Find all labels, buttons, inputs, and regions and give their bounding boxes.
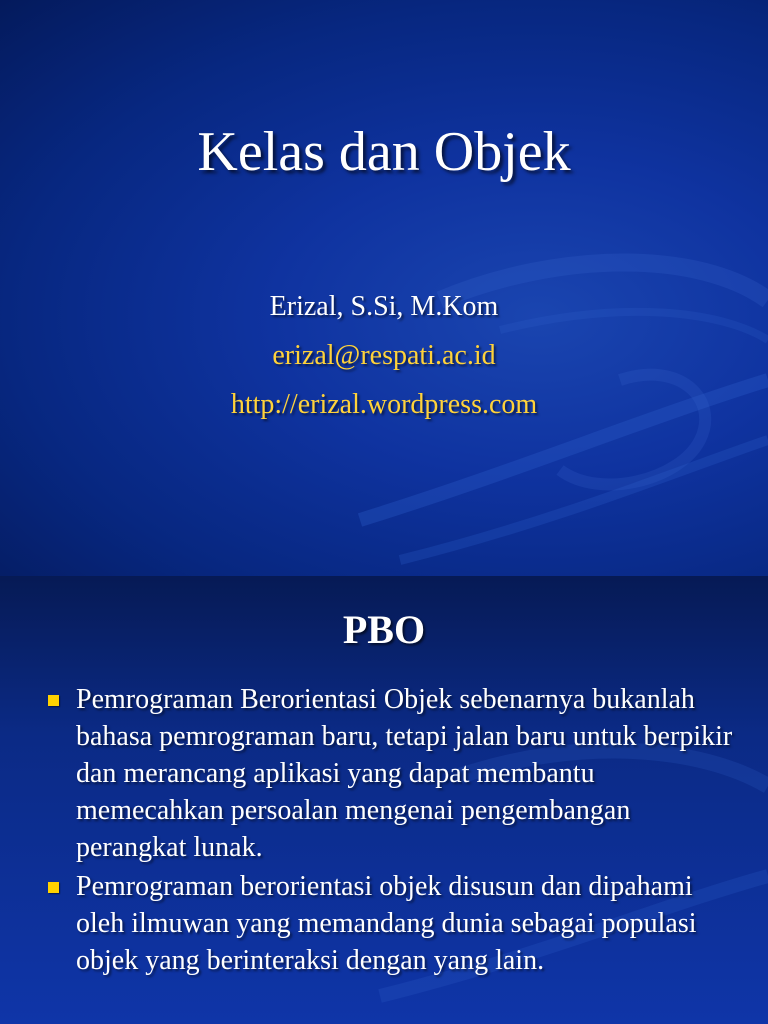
square-bullet-icon (48, 882, 59, 893)
square-bullet-icon (48, 695, 59, 706)
bullet-text: Pemrograman Berorientasi Objek sebenarnya bukanlah bahasa pemrograman baru, tetapi jalan baru untuk berpikir dan merancang aplikasi yang dapat membantu memecahkan persoalan mengenai pengembangan perangkat lunak. (76, 684, 733, 863)
author-info (0, 282, 768, 429)
bullet-item (46, 681, 736, 866)
bullet-list (46, 681, 736, 981)
slide-title: Kelas dan Objek (197, 121, 571, 183)
slide-title: PBO (342, 607, 426, 652)
bullet-item (46, 868, 736, 979)
author-website-link[interactable]: http://erizal.wordpress.com (230, 389, 538, 420)
bullet-text: Pemrograman berorientasi objek disusun dan dipahami oleh ilmuwan yang memandang dunia sebagai populasi objek yang berinteraksi dengan yang lain. (76, 871, 697, 976)
pbo-slide (0, 576, 768, 1024)
author-name: Erizal, S.Si, M.Kom (269, 291, 499, 322)
author-email-link[interactable]: erizal@respati.ac.id (272, 340, 496, 371)
